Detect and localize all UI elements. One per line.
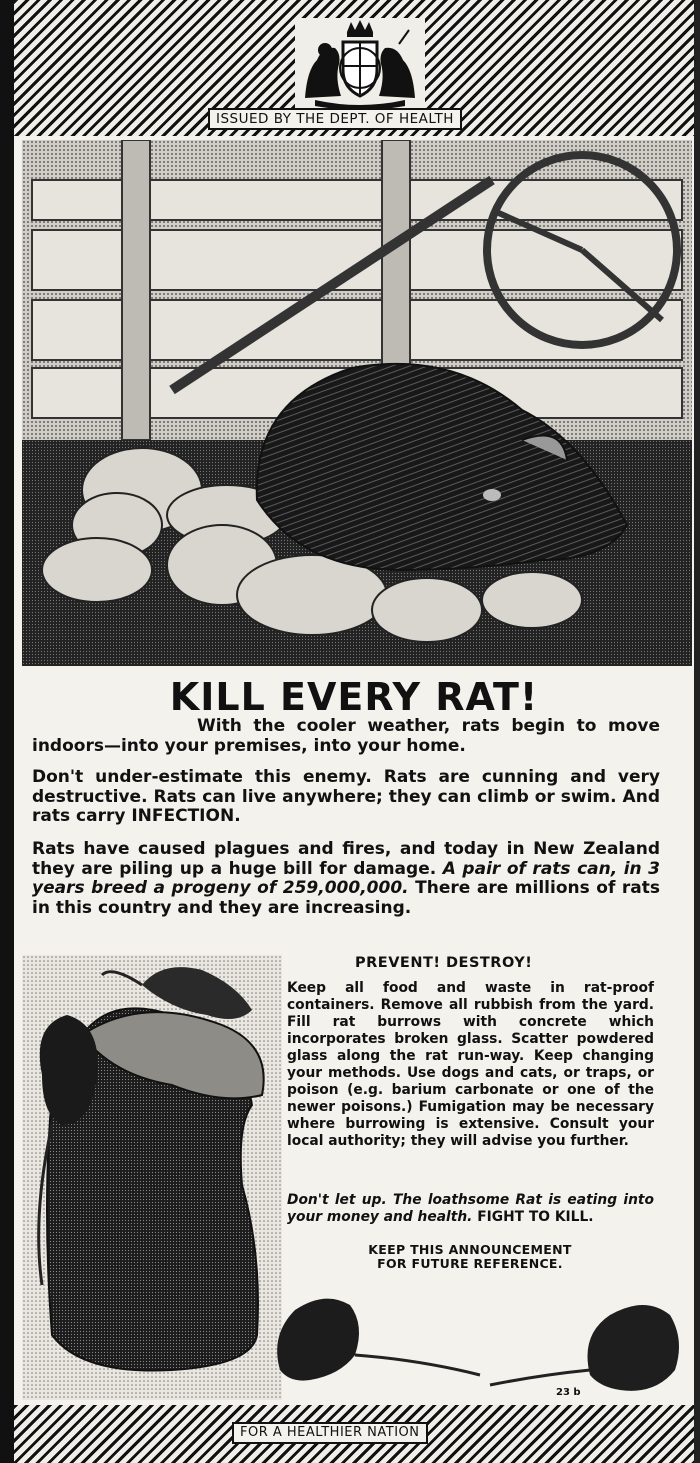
warning-paragraph bbox=[287, 1192, 654, 1226]
paragraph-cooler-weather: With the cooler weather, rats begin to move indoors—into your premises, into your home. bbox=[32, 716, 660, 756]
ad-code: 23 b bbox=[556, 1387, 581, 1398]
keep-announcement-note bbox=[330, 1243, 610, 1271]
issued-by-label: ISSUED BY THE DEPT. OF HEALTH bbox=[208, 108, 462, 130]
paragraph-plagues bbox=[32, 840, 660, 918]
plagues-text: Rats have caused plagues and fires, and today in New Zealand they are piling up a huge bill for damage. bbox=[32, 839, 660, 879]
millions-text: There are millions of rats in this country and they are increasing. bbox=[32, 878, 660, 918]
rats-on-boot-illustration bbox=[22, 955, 282, 1400]
prevent-destroy-heading: PREVENT! DESTROY! bbox=[355, 955, 533, 971]
paragraph-enemy: Don't under-estimate this enemy. Rats are cunning and very destructive. Rats can live anywhere; they can climb or swim. And rats carry INFECTION. bbox=[32, 767, 660, 826]
fight-to-kill-text: FIGHT TO KILL. bbox=[477, 1209, 594, 1225]
royal-coat-of-arms-icon bbox=[295, 18, 425, 108]
keep-line-2: FOR FUTURE REFERENCE. bbox=[377, 1256, 563, 1271]
keep-line-1: KEEP THIS ANNOUNCEMENT bbox=[368, 1242, 572, 1257]
healthier-nation-label: FOR A HEALTHIER NATION bbox=[232, 1422, 428, 1444]
progeny-text: A pair of rats can, in 3 years breed a progeny of 259,000,000. bbox=[32, 858, 661, 898]
warning-italic-text: Don't let up. The loathsome Rat is eating into your money and health. bbox=[287, 1192, 654, 1225]
advice-paragraph: Keep all food and waste in rat-proof containers. Remove all rubbish from the yard. Fill rat burrows with concrete which incorporates broken glass. Scatter powdered glass along the rat run-way. Keep changing your methods. Use dogs and cats, or traps, or poison (e.g. barium carbonate or one of the newer poisons.) Fumigation may be necessary where burrowing is extensive. Consult your local authority; they will advise you further. bbox=[287, 980, 654, 1149]
headline: KILL EVERY RAT! bbox=[169, 675, 539, 719]
rat-among-potatoes-illustration bbox=[22, 140, 692, 666]
running-rats-illustration bbox=[270, 1275, 690, 1400]
